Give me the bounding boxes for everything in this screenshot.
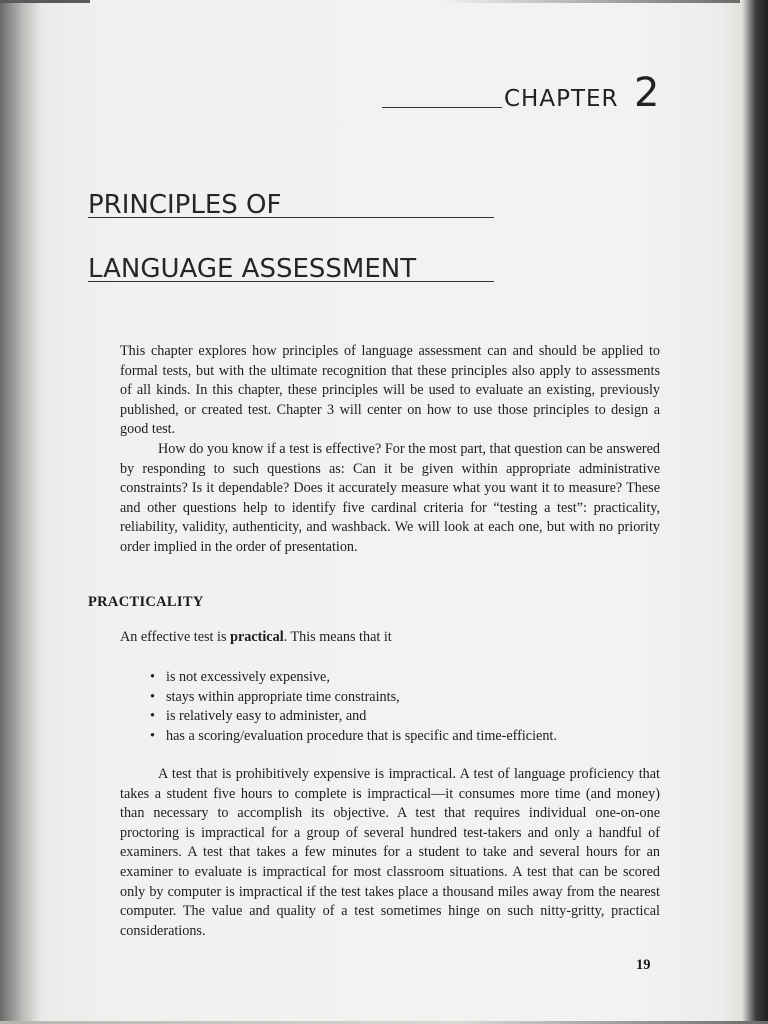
intro-paragraph-2: How do you know if a test is effective? For the most part, that question can be answered by responding to such questions as: Can it be given within appropriate administrative constraints? Is it dependable? Does it accurately measure what you want it to measure? These and other questions help to identify five cardinal criteria for “testing a test”: practicality, reliability, validity, authenticity, and washback. We will look at each one, but with no priority order implied in the order of presentation. — [120, 440, 660, 555]
section-lead-sentence — [120, 628, 660, 648]
section-heading-practicality: PRACTICALITY — [88, 594, 204, 610]
lead-bold-term: practical — [230, 629, 284, 645]
chapter-number: 2 — [634, 70, 660, 116]
chapter-title-line-2: LANGUAGE ASSESSMENT — [88, 254, 417, 284]
chapter-heading — [382, 68, 664, 116]
list-item — [148, 668, 668, 688]
practicality-bullet-list — [148, 668, 668, 746]
lead-text-after: . This means that it — [283, 629, 392, 645]
title-underline-1 — [88, 217, 494, 218]
list-item — [148, 727, 668, 747]
page-number: 19 — [636, 957, 651, 973]
list-item — [148, 707, 668, 727]
practicality-paragraph: A test that is prohibitively expensive is impractical. A test of language proficiency that takes a student five hours to complete is impractical—it consumes more time (and money) than necessary to accomplish its objective. A test that requires individual one-on-one proctoring is impractical for a group of several hundred test-takers and only a handful of examiners. A test that takes a few minutes for a student to take and several hours for an examiner to evaluate is impractical for most classroom situations. A test that can be scored only by computer is impractical if the test takes place a thousand miles away from the nearest computer. The value and quality of a test sometimes hinge on such nitty-gritty, practical considerations. — [120, 766, 660, 939]
bullet-text: is not excessively expensive, — [166, 669, 330, 685]
bullet-icon: • — [150, 688, 155, 705]
bullet-text: is relatively easy to administer, and — [166, 708, 367, 725]
chapter-rule — [382, 107, 502, 108]
chapter-title-line-1: PRINCIPLES OF — [88, 190, 282, 220]
chapter-label: CHAPTER — [504, 86, 619, 112]
lead-text-before: An effective test is — [120, 629, 231, 645]
intro-text — [120, 342, 660, 558]
intro-paragraph-1: This chapter explores how principles of language assessment can and should be applied to formal tests, but with the ultimate recognition that these principles also apply to assessments of all kinds. In this chapter, these principles will be used to evaluate an existing, previously published, or created test. Chapter 3 will center on how to use those principles to design a good test. — [120, 343, 660, 438]
list-item — [148, 688, 668, 708]
bullet-icon: • — [150, 708, 155, 725]
bullet-text: stays within appropriate time constraints, — [166, 688, 400, 705]
bullet-icon: • — [150, 727, 155, 744]
bullet-icon: • — [150, 669, 155, 685]
bullet-text: has a scoring/evaluation procedure that is specific and time-efficient. — [166, 727, 557, 744]
title-underline-2 — [88, 281, 494, 282]
